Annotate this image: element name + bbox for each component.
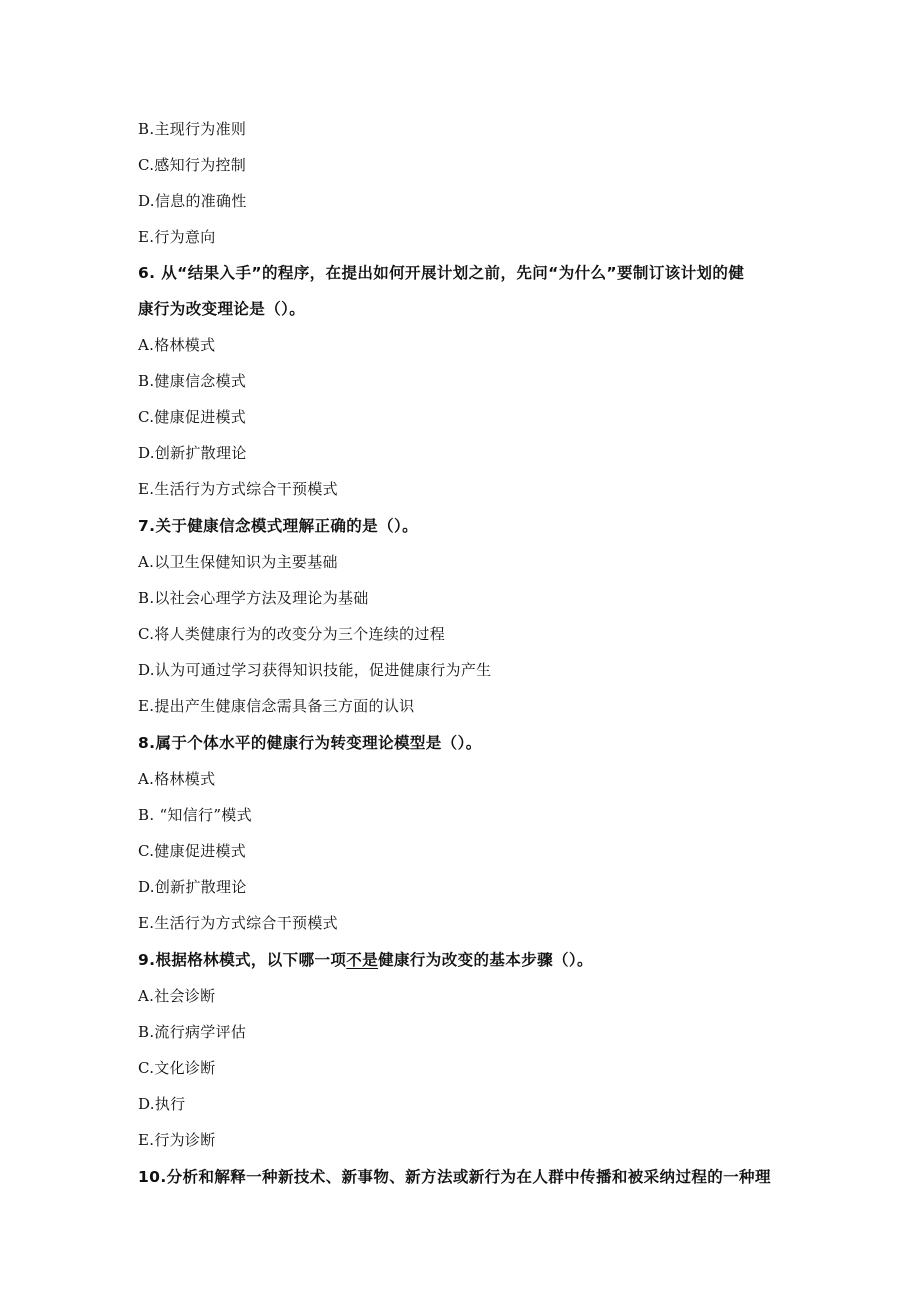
q6-option-a: A.格林模式 bbox=[138, 336, 216, 354]
q5-option-d: D.信息的准确性 bbox=[138, 192, 247, 210]
q7-option-a: A.以卫生保健知识为主要基础 bbox=[138, 553, 338, 571]
q5-option-c: C.感知行为控制 bbox=[138, 156, 247, 174]
q8-option-d: D.创新扩散理论 bbox=[138, 878, 247, 896]
q8-option-a: A.格林模式 bbox=[138, 770, 216, 788]
q7-option-c: C.将人类健康行为的改变分为三个连续的过程 bbox=[138, 625, 446, 643]
q5-option-e: E.行为意向 bbox=[138, 228, 216, 246]
q9-stem bbox=[138, 950, 593, 970]
q9-option-e: E.行为诊断 bbox=[138, 1131, 216, 1149]
q6-option-c: C.健康促进模式 bbox=[138, 408, 247, 426]
q8-option-b: B. “知信行”模式 bbox=[138, 806, 252, 824]
q9-option-c: C.文化诊断 bbox=[138, 1059, 216, 1077]
q9-stem-underlined: 不是 bbox=[346, 951, 379, 969]
q10-stem-line-1: 10.分析和解释一种新技术、新事物、新方法或新行为在人群中传播和被采纳过程的一种理 bbox=[138, 1168, 771, 1186]
q9-option-b: B.流行病学评估 bbox=[138, 1023, 247, 1041]
q6-option-b: B.健康信念模式 bbox=[138, 372, 247, 390]
q6-stem-line-1: 6. 从“结果入手”的程序，在提出如何开展计划之前，先问“为什么”要制订该计划的健 bbox=[138, 264, 745, 282]
q8-stem: 8.属于个体水平的健康行为转变理论模型是（）。 bbox=[138, 734, 482, 752]
q9-stem-before: 9.根据格林模式，以下哪一项 bbox=[138, 951, 347, 969]
q5-option-b: B.主现行为准则 bbox=[138, 120, 247, 138]
q8-option-e: E.生活行为方式综合干预模式 bbox=[138, 914, 338, 932]
q6-option-e: E.生活行为方式综合干预模式 bbox=[138, 480, 338, 498]
q7-option-b: B.以社会心理学方法及理论为基础 bbox=[138, 589, 369, 607]
q7-option-d: D.认为可通过学习获得知识技能，促进健康行为产生 bbox=[138, 661, 492, 679]
q6-option-d: D.创新扩散理论 bbox=[138, 444, 247, 462]
q9-option-d: D.执行 bbox=[138, 1095, 186, 1113]
q9-stem-after: 健康行为改变的基本步骤（）。 bbox=[378, 951, 593, 969]
q7-stem: 7.关于健康信念模式理解正确的是（）。 bbox=[138, 517, 419, 535]
q6-stem-line-2: 康行为改变理论是（）。 bbox=[138, 300, 306, 318]
q9-option-a: A.社会诊断 bbox=[138, 987, 216, 1005]
q8-option-c: C.健康促进模式 bbox=[138, 842, 247, 860]
q7-option-e: E.提出产生健康信念需具备三方面的认识 bbox=[138, 697, 415, 715]
